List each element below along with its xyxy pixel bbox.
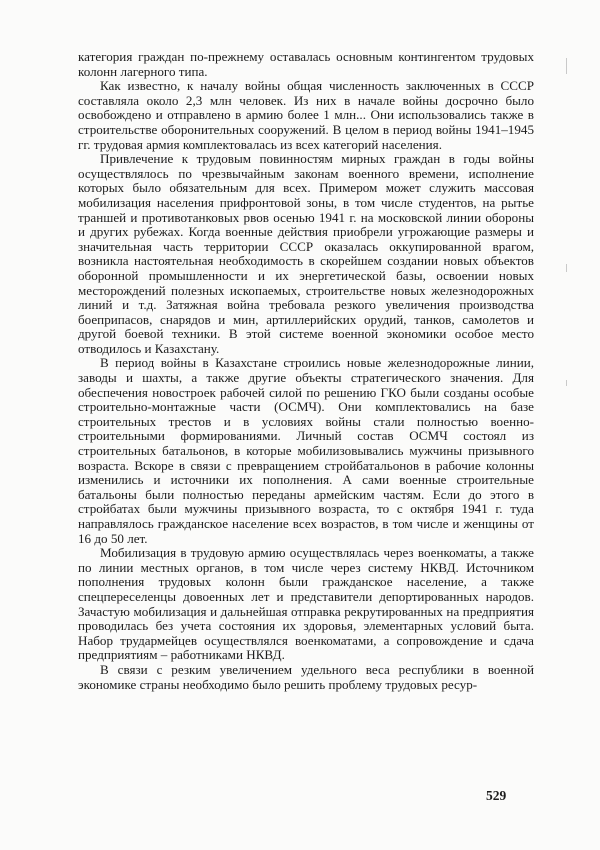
scan-artifact	[566, 58, 567, 74]
paragraph-mobilization: Мобилизация в трудовую армию осуществлялась через военкоматы, а также по линии местных органов, в том числе через систему НКВД. Источником пополнения трудовых колонн были гражданское население, а также спецпереселенцы довоенных лет и представители депортированных народов. Зачастую мобилизация и дальнейшая отправка рекрутированных на предприятия проводилась без учета состояния их здоровья, элементарных условий быта. Набор трудармейцев осуществлялся военкоматами, а сопровождение и сдача предприятиям – работниками НКВД.	[78, 545, 534, 663]
scan-artifact	[566, 264, 567, 272]
body-text	[78, 50, 534, 692]
paragraph-labor-duties: Привлечение к трудовым повинностям мирных граждан в годы войны осуществлялось по чрезвычайным законам военного времени, исполнение которых было обязательным для всех. Примером может служить массовая мобилизация населения прифронтовой зоны, в том числе студентов, на рытье траншей и противотанковых рвов осенью 1941 г. на московской линии обороны и других рубежах. Когда военные действия приобрели угрожающие размеры и значительная часть территории СССР оказалась оккупированной врагом, возникла настоятельная необходимость в скорейшем создании новых объектов оборонной промышленности и их энергетической базы, освоении новых месторождений полезных ископаемых, строительстве новых железнодорожных линий и т.д. Затяжная война требовала резкого увеличения производства боеприпасов, снарядов и мин, артиллерийских орудий, танков, самолетов и другой боевой техники. В этой системе военной экономики особое место отводилось и Казахстану.	[78, 151, 534, 356]
paragraph-continuation: категория граждан по-прежнему оставалась основным контингентом трудовых колонн лагерного типа.	[78, 49, 534, 79]
page-number: 529	[486, 788, 507, 803]
paragraph-prisoners: Как известно, к началу войны общая численность заключенных в СССР составляла около 2,3 млн человек. Из них в начале войны досрочно было освобождено и отправлено в армию более 1 млн... Они использовались также в строительстве оборонительных сооружений. В целом в период войны 1941–1945 гг. трудовая армия комплектовалась из всех категорий населения.	[78, 78, 534, 152]
paragraph-labor-resources: В связи с резким увеличением удельного веса республики в военной экономике страны необходимо было решить проблему трудовых ресур-	[78, 661, 534, 692]
scan-artifact	[566, 380, 567, 386]
paragraph-kazakhstan-construction: В период войны в Казахстане строились новые железнодорожные линии, заводы и шахты, а также другие объекты стратегического значения. Для обеспечения новостроек рабочей силой по решению ГКО были созданы особые строительно-монтажные части (ОСМЧ). Они комплектовались на базе строительных трестов и в условиях войны стали полностью военно-строительными формированиями. Личный состав ОСМЧ состоял из строительных батальонов, в которые мобилизовывались мужчины призывного возраста. Вскоре в связи с превращением стройбатальонов в рабочие колонны изменились и источники их пополнения. А сами военные строительные батальоны были полностью переданы армейским частям. Если до этого в стройбатах были мужчины призывного возраста, то с октября 1941 г. туда направлялось гражданское население всех возрастов, в том числе и женщины от 16 до 50 лет.	[78, 355, 534, 546]
